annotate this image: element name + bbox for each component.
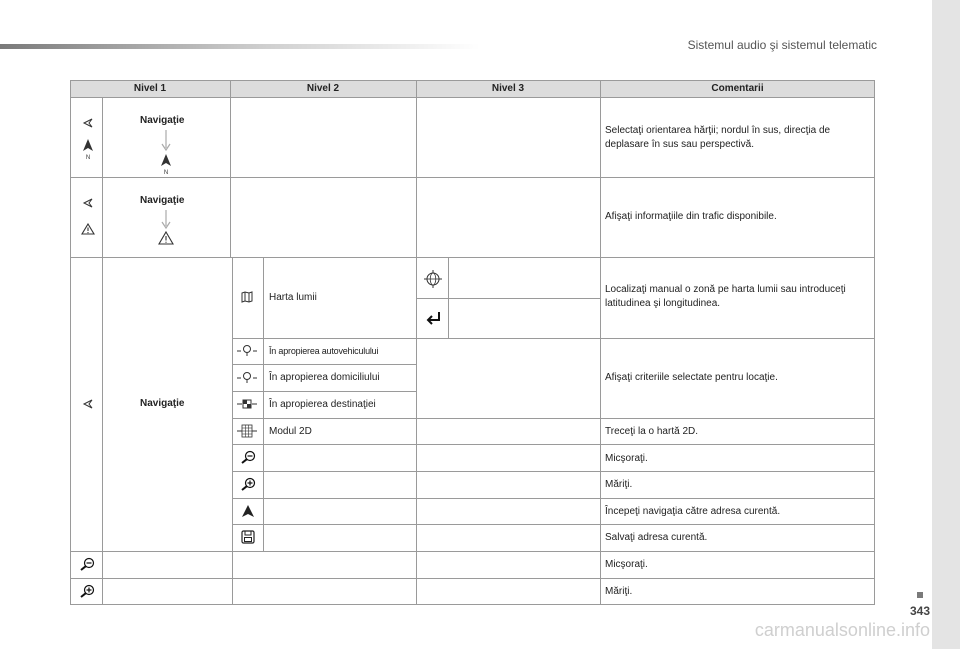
header-comments: Comentarii bbox=[711, 83, 764, 94]
zoom-in-icon bbox=[79, 584, 95, 598]
page-marker bbox=[917, 592, 923, 598]
zoom-out-icon bbox=[240, 450, 256, 464]
mode-2d-label: Modul 2D bbox=[269, 426, 312, 437]
near-vehicle-label: În apropierea autovehiculului bbox=[269, 346, 379, 356]
navigation-arrow-icon bbox=[241, 504, 255, 518]
menu-table bbox=[70, 80, 875, 605]
header-level-3: Nivel 3 bbox=[491, 83, 525, 94]
page-header-title: Sistemul audio şi sistemul telematic bbox=[687, 38, 877, 52]
page-side-tab bbox=[932, 0, 960, 649]
nav-arrow-icon bbox=[82, 197, 94, 209]
globe-crosshair-icon bbox=[424, 270, 442, 288]
header-gradient-bar bbox=[0, 44, 480, 49]
svg-text:N: N bbox=[163, 170, 169, 176]
watermark: carmanualsonline.info bbox=[754, 620, 930, 640]
near-destination-label: În apropierea destinaţiei bbox=[269, 399, 376, 410]
start-navigation-comment: Începeţi navigaţia către adresa curentă. bbox=[605, 506, 781, 517]
zoom-in-comment: Măriţi. bbox=[605, 479, 633, 490]
header-level-2: Nivel 2 bbox=[306, 83, 340, 94]
zoom-in-icon bbox=[240, 477, 256, 491]
flag-icon bbox=[237, 398, 257, 412]
near-home-label: În apropierea domiciliului bbox=[269, 372, 380, 383]
north-arrow-icon bbox=[160, 130, 172, 176]
row3-level1-label: Navigaţie bbox=[140, 398, 185, 409]
page-number: 343 bbox=[909, 604, 930, 618]
location-pin-icon bbox=[237, 371, 257, 385]
mode-2d-comment: Treceţi la o hartă 2D. bbox=[605, 426, 699, 437]
warning-triangle-icon bbox=[81, 223, 95, 235]
north-arrow-icon bbox=[82, 138, 94, 160]
svg-text:N: N bbox=[85, 155, 91, 160]
row1-level1-label: Navigaţie bbox=[140, 115, 185, 126]
zoom-out-comment: Micşoraţi. bbox=[605, 453, 648, 464]
row4-comment: Micşoraţi. bbox=[605, 559, 648, 570]
warning-triangle-icon bbox=[158, 210, 174, 246]
row2-comment: Afişaţi informaţiile din trafic disponibile. bbox=[605, 211, 777, 222]
save-address-comment: Salvaţi adresa curentă. bbox=[605, 532, 708, 543]
world-map-comment: Localizaţi manual o zonă pe harta lumii sau introduceţi latitudinea şi longitudinea. bbox=[605, 284, 846, 309]
location-pin-icon bbox=[237, 344, 257, 358]
row5-comment: Măriţi. bbox=[605, 586, 633, 597]
grid-2d-icon bbox=[237, 424, 257, 440]
nav-arrow-icon bbox=[82, 398, 94, 410]
row1-comment: Selectaţi orientarea hărţii; nordul în sus, direcţia de deplasare în sus sau perspectivă. bbox=[605, 125, 831, 150]
nav-arrow-icon bbox=[82, 117, 94, 129]
zoom-out-icon bbox=[79, 557, 95, 571]
map-icon bbox=[240, 290, 254, 304]
table-grid bbox=[70, 80, 875, 605]
row2-level1-label: Navigaţie bbox=[140, 195, 185, 206]
world-map-label: Harta lumii bbox=[269, 292, 317, 303]
criteria-comment: Afişaţi criteriile selectate pentru locaţie. bbox=[605, 372, 778, 383]
header-level-1: Nivel 1 bbox=[133, 83, 167, 94]
return-arrow-icon bbox=[426, 311, 442, 325]
save-icon bbox=[241, 530, 255, 544]
